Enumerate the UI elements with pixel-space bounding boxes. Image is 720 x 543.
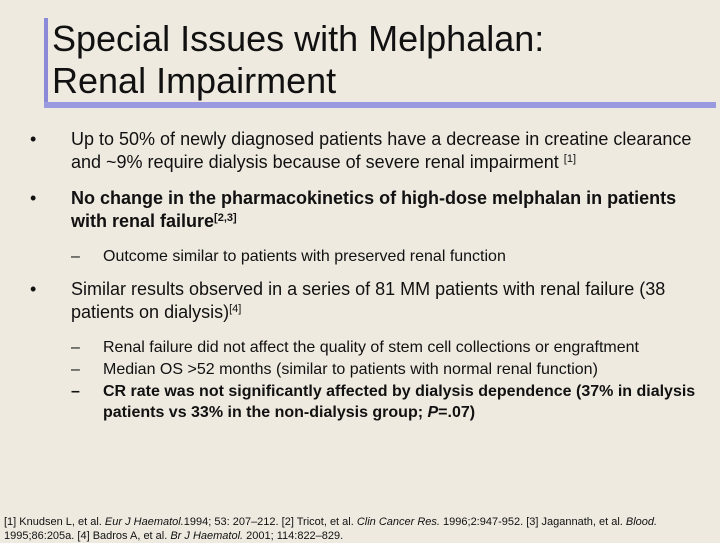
ref-text: [1] Knudsen L, et al.: [4, 516, 105, 528]
dash-marker: –: [71, 339, 80, 356]
ref-text: 1994; 53: 207–212. [2] Tricot, et al.: [183, 516, 357, 528]
ref-journal: Br J Haematol.: [170, 530, 244, 542]
sub-bullet-text: Median OS >52 months (similar to patients with normal renal function): [103, 361, 598, 378]
slide-title: [44, 18, 692, 102]
bullet-text: Similar results observed in a series of 81 MM patients with renal failure (38 patients on dialysis): [71, 279, 666, 322]
bullet-renal-decrease: [30, 128, 700, 174]
slide-body: [30, 128, 700, 424]
sub-bullet-text: Renal failure did not affect the quality of stem cell collections or engraftment: [103, 339, 639, 356]
ref-journal: Blood.: [625, 516, 658, 528]
title-line-2: Renal Impairment: [52, 60, 337, 101]
bullet-text: No change in the pharmacokinetics of high-dose melphalan in patients with renal failure: [71, 188, 677, 231]
p-value-symbol: P: [427, 404, 439, 421]
sub-bullet-median-os: [71, 359, 700, 380]
sub-bullet-cr-rate: [71, 381, 700, 423]
bullet-marker: •: [30, 279, 37, 299]
bullet-similar-results: [30, 278, 700, 324]
bullet-text: Up to 50% of newly diagnosed patients have a decrease in creatine clearance and ~9% require dialysis because of severe renal impairment: [71, 129, 692, 172]
citation-ref: [4]: [229, 303, 242, 315]
sub-bullet-outcome: [71, 246, 700, 267]
dash-marker: –: [71, 361, 80, 378]
references-footer: [4, 515, 720, 543]
citation-ref: [2,3]: [214, 212, 237, 224]
dash-marker: –: [71, 383, 80, 400]
title-line-1: Special Issues with Melphalan:: [52, 18, 545, 59]
ref-journal: Eur J Haematol.: [104, 516, 184, 528]
ref-journal: Clin Cancer Res.: [356, 516, 440, 528]
ref-text: 1995;86:205a. [4] Badros A, et al.: [4, 530, 171, 542]
bullet-marker: •: [30, 188, 37, 208]
citation-ref: [1]: [563, 153, 577, 165]
p-value-text: =.07): [438, 404, 476, 421]
sub-bullet-text: Outcome similar to patients with preserved renal function: [103, 248, 506, 265]
bullet-pharmacokinetics: [30, 187, 700, 233]
sub-bullet-text: CR rate was not significantly affected by dialysis dependence (37% in dialysis patients vs 33% in the non-dialysis group;: [103, 383, 696, 421]
dash-marker: –: [71, 248, 80, 265]
ref-text: 2001; 114:822–829.: [243, 530, 344, 542]
bullet-marker: •: [30, 129, 37, 149]
sub-bullet-stem-cell: [71, 337, 700, 358]
title-divider: [44, 102, 716, 108]
ref-text: 1996;2:947-952. [3] Jagannath, et al.: [439, 516, 626, 528]
